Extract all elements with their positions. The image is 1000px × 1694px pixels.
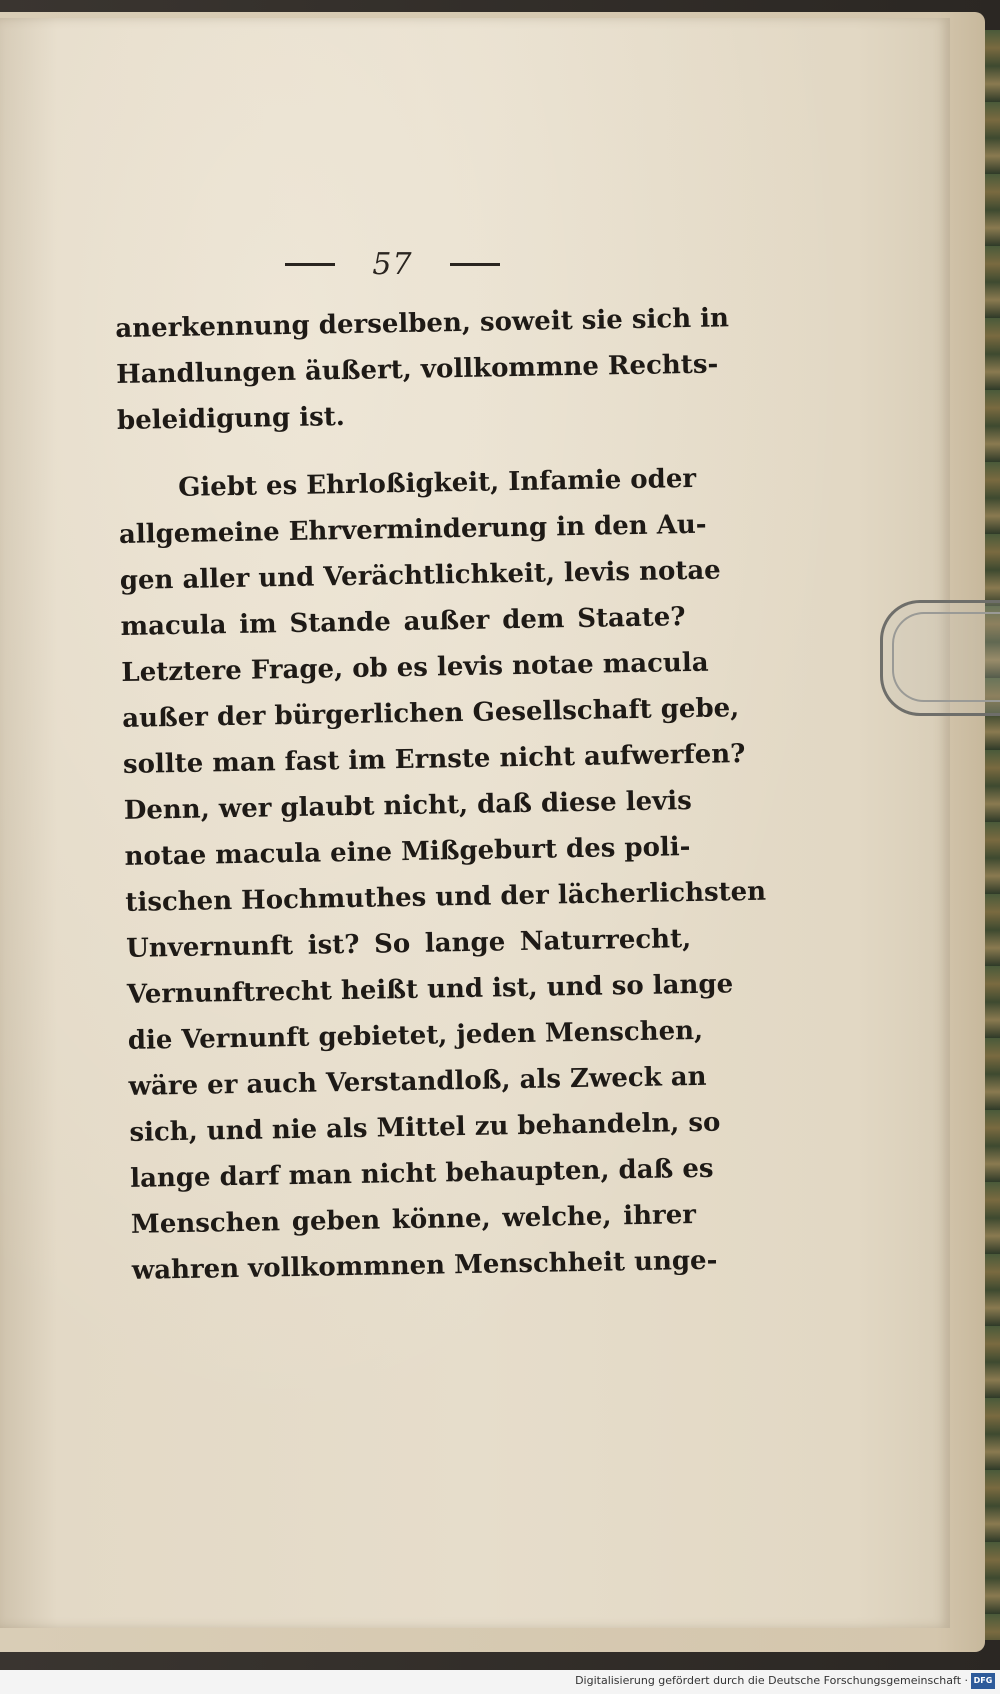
text-line: wäre er auch Verstandloß, als Zweck an — [128, 1061, 707, 1102]
text-line: anerkennung derselben, soweit sie sich in — [115, 303, 730, 344]
text-line: sich, und nie als Mittel zu behandeln, so — [129, 1107, 721, 1148]
text-line: tischen Hochmuthes und der lächerlichsten — [125, 876, 767, 918]
page-header — [285, 244, 500, 284]
text-line: gen aller und Verächtlichkeit, levis notae — [119, 555, 721, 596]
text-line: macula im Stande außer dem Staate? — [120, 602, 686, 642]
text-line: lange darf man nicht behaupten, daß es — [129, 1153, 714, 1194]
text-line: wahren vollkommnen Menschheit unge- — [131, 1245, 718, 1286]
text-line: sollte man fast im Ernste nicht aufwerfen? — [122, 739, 746, 780]
page-number: 57 — [372, 246, 413, 282]
text-line: Letztere Frage, ob es levis notae macula — [121, 647, 709, 688]
text-line: Handlungen äußert, vollkommne Rechts- — [115, 349, 719, 390]
digitization-credit: Digitalisierung gefördert durch die Deutsche Forschungsgemeinschaft · — [575, 1674, 968, 1687]
text-line: Vernunftrecht heißt und ist, und so lange — [126, 969, 734, 1010]
text-line: Denn, wer glaubt nicht, daß diese levis — [123, 786, 693, 826]
paragraph-2 — [118, 456, 767, 1294]
header-dash-left — [285, 263, 335, 266]
credit-bar — [0, 1670, 1000, 1694]
dfg-logo: DFG — [971, 1673, 995, 1689]
text-line: notae macula eine Mißgeburt des poli- — [124, 832, 691, 872]
header-dash-right — [450, 263, 500, 266]
text-line: die Vernunft gebietet, jeden Menschen, — [127, 1015, 704, 1056]
text-line: Giebt es Ehrloßigkeit, Infamie oder — [177, 463, 697, 503]
text-line: Menschen geben könne, welche, ihrer — [130, 1200, 697, 1240]
text-line: allgemeine Ehrverminderung in den Au- — [118, 509, 707, 550]
paper-clip-inner — [892, 612, 1000, 702]
book-page — [0, 18, 950, 1628]
paragraph-1 — [115, 296, 730, 444]
text-line: beleidigung ist. — [116, 402, 346, 436]
text-line: Unvernunft ist? So lange Naturrecht, — [125, 924, 692, 964]
body-text — [115, 296, 767, 1294]
text-line: außer der bürgerlichen Gesellschaft gebe, — [121, 693, 740, 734]
